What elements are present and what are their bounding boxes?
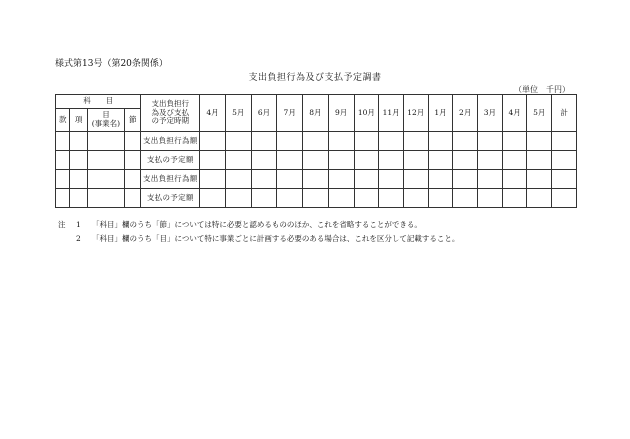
notes-section: [58, 218, 459, 246]
cell[interactable]: [87, 151, 124, 170]
moku-header: [87, 109, 124, 132]
row-label: 支払の予定額: [141, 151, 200, 170]
cell[interactable]: [225, 189, 251, 208]
document-title: 支出負担行為及び支払予定調書: [248, 73, 382, 83]
cell[interactable]: [379, 189, 404, 208]
cell[interactable]: [502, 170, 527, 189]
cell[interactable]: [70, 189, 88, 208]
cell[interactable]: [277, 132, 303, 151]
note-number: 2: [76, 234, 81, 243]
cell[interactable]: [379, 132, 404, 151]
table-row: [56, 151, 577, 170]
cell[interactable]: [403, 132, 428, 151]
cell[interactable]: [502, 132, 527, 151]
cell[interactable]: [403, 189, 428, 208]
cell[interactable]: [354, 132, 379, 151]
cell[interactable]: [354, 189, 379, 208]
unit-label: （単位 千円）: [514, 85, 570, 94]
month-header: 5月: [225, 95, 251, 132]
row-label: 支出負担行為額: [141, 132, 200, 151]
month-header: 5月: [527, 95, 552, 132]
kamoku-header: 科 目: [56, 95, 141, 109]
cell[interactable]: [251, 170, 277, 189]
cell[interactable]: [56, 189, 70, 208]
cell[interactable]: [124, 170, 140, 189]
cell[interactable]: [303, 132, 329, 151]
cell[interactable]: [277, 170, 303, 189]
cell[interactable]: [552, 170, 577, 189]
cell[interactable]: [70, 132, 88, 151]
cell[interactable]: [277, 189, 303, 208]
cell[interactable]: [502, 189, 527, 208]
note-item: [58, 218, 459, 232]
cell[interactable]: [552, 189, 577, 208]
cell[interactable]: [527, 170, 552, 189]
cell[interactable]: [328, 151, 354, 170]
month-header: 8月: [303, 95, 329, 132]
cell[interactable]: [124, 132, 140, 151]
cell[interactable]: [225, 151, 251, 170]
cell[interactable]: [328, 170, 354, 189]
cell[interactable]: [453, 132, 478, 151]
table-row: [56, 170, 577, 189]
cell[interactable]: [328, 189, 354, 208]
cell[interactable]: [225, 170, 251, 189]
note-item: [58, 232, 459, 246]
header-row-1: [56, 95, 577, 109]
cell[interactable]: [478, 170, 503, 189]
plan-header-line-3: の予定時期: [151, 116, 190, 126]
setsu-header: 節: [124, 109, 140, 132]
month-header: 12月: [403, 95, 428, 132]
cell[interactable]: [251, 132, 277, 151]
cell[interactable]: [453, 189, 478, 208]
cell[interactable]: [200, 132, 226, 151]
cell[interactable]: [87, 132, 124, 151]
cell[interactable]: [478, 132, 503, 151]
month-header: 2月: [453, 95, 478, 132]
cell[interactable]: [552, 132, 577, 151]
month-header: 4月: [200, 95, 226, 132]
row-label: 支払の予定額: [141, 189, 200, 208]
cell[interactable]: [453, 170, 478, 189]
total-header: 計: [552, 95, 577, 132]
cell[interactable]: [552, 151, 577, 170]
month-header: 10月: [354, 95, 379, 132]
cell[interactable]: [56, 170, 70, 189]
cell[interactable]: [527, 151, 552, 170]
kou-header: 項: [70, 109, 88, 132]
cell[interactable]: [354, 151, 379, 170]
cell[interactable]: [379, 170, 404, 189]
cell[interactable]: [87, 170, 124, 189]
cell[interactable]: [403, 151, 428, 170]
month-header: 7月: [277, 95, 303, 132]
month-header: 1月: [428, 95, 453, 132]
kan-header: 款: [56, 109, 70, 132]
cell[interactable]: [225, 132, 251, 151]
plan-header-line-2: 為及び支払: [151, 107, 190, 117]
month-header: 6月: [251, 95, 277, 132]
schedule-table: [55, 94, 577, 208]
cell[interactable]: [87, 189, 124, 208]
cell[interactable]: [379, 151, 404, 170]
note-mark: 注: [58, 220, 66, 229]
moku-sub-label: (事業名): [91, 119, 121, 128]
cell[interactable]: [251, 189, 277, 208]
cell[interactable]: [251, 151, 277, 170]
cell[interactable]: [200, 151, 226, 170]
note-text: 「科目」欄のうち「節」については特に必要と認めるもののほか、これを省略することができる。: [92, 220, 422, 229]
cell[interactable]: [478, 189, 503, 208]
cell[interactable]: [328, 132, 354, 151]
cell[interactable]: [200, 170, 226, 189]
month-header: 9月: [328, 95, 354, 132]
cell[interactable]: [428, 189, 453, 208]
table-row: [56, 189, 577, 208]
cell[interactable]: [277, 151, 303, 170]
cell[interactable]: [70, 151, 88, 170]
cell[interactable]: [303, 170, 329, 189]
cell[interactable]: [428, 151, 453, 170]
form-number-label: 様式第13号（第20条関係）: [55, 59, 168, 69]
cell[interactable]: [124, 151, 140, 170]
cell[interactable]: [303, 189, 329, 208]
row-label: 支出負担行為額: [141, 170, 200, 189]
cell[interactable]: [453, 151, 478, 170]
month-header: 11月: [379, 95, 404, 132]
cell[interactable]: [478, 151, 503, 170]
cell[interactable]: [428, 132, 453, 151]
cell[interactable]: [354, 170, 379, 189]
month-header: 3月: [478, 95, 503, 132]
cell[interactable]: [70, 170, 88, 189]
cell[interactable]: [56, 132, 70, 151]
plan-header-line-1: 支出負担行: [151, 99, 190, 109]
month-header: 4月: [502, 95, 527, 132]
table-row: [56, 132, 577, 151]
cell[interactable]: [124, 189, 140, 208]
cell[interactable]: [200, 189, 226, 208]
plan-timing-header: [141, 95, 200, 132]
cell[interactable]: [502, 151, 527, 170]
note-text: 「科目」欄のうち「目」について特に事業ごとに計画する必要のある場合は、これを区分して記載すること。: [92, 234, 460, 243]
cell[interactable]: [303, 151, 329, 170]
cell[interactable]: [403, 170, 428, 189]
cell[interactable]: [56, 151, 70, 170]
cell[interactable]: [527, 132, 552, 151]
cell[interactable]: [428, 170, 453, 189]
note-number: 1: [76, 220, 81, 229]
cell[interactable]: [527, 189, 552, 208]
moku-label: 目: [102, 110, 110, 120]
